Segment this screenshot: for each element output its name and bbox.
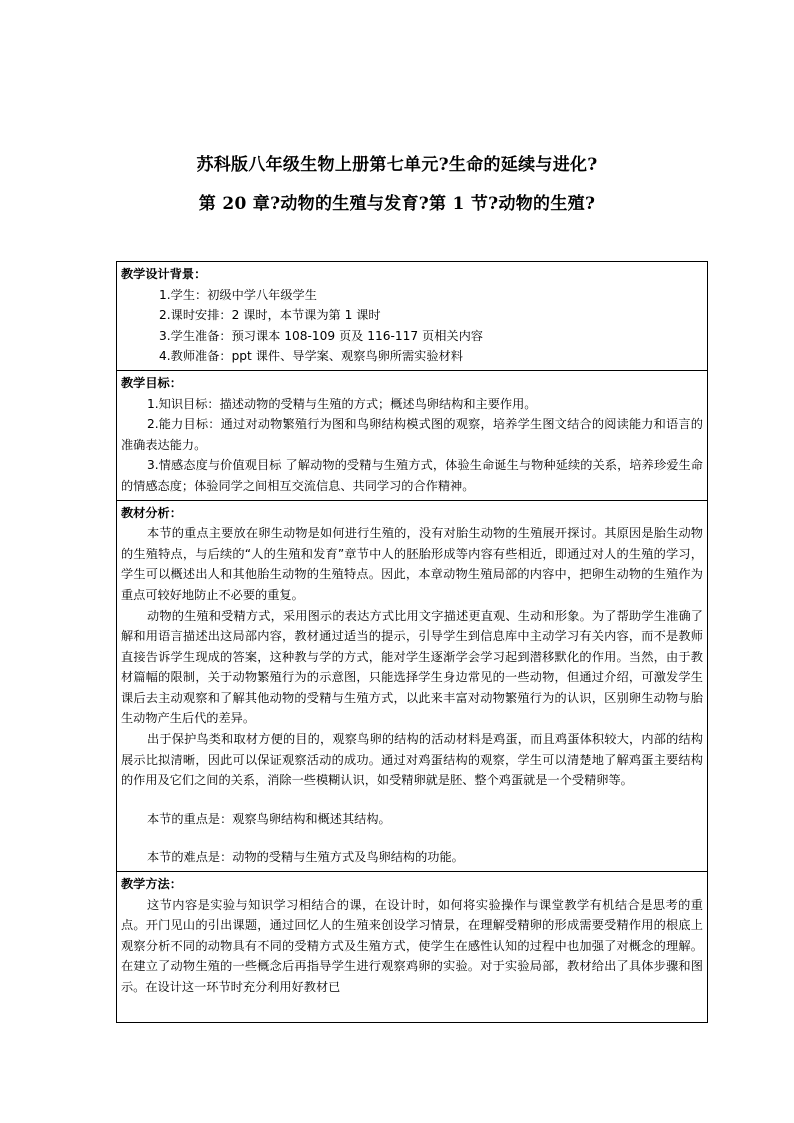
objectives-cell	[117, 370, 708, 500]
background-item: 3.学生准备：预习课本 108-109 页及 116-117 页相关内容	[159, 328, 483, 343]
analysis-section	[117, 500, 708, 872]
document-title-line-2: 第 20 章?动物的生殖与发育?第 1 节?动物的生殖?	[198, 194, 596, 214]
key-point: 本节的重点是：观察鸟卵结构和概述其结构。	[147, 811, 391, 826]
analysis-paragraph: 本节的重点主要放在卵生动物是如何进行生殖的，没有对胎生动物的生殖展开探讨。其原因是胎生动物的生殖特点，与后续的“人的生殖和发育”章节中人的胚胎形成等内容有些相近，即通过对人的生殖的学习，学生可以概述出人和其他胎生动物的生殖特点。因此，本章动物生殖局部的内容中，把卵生动物的生殖作为重点可较好地防止不必要的重复。	[121, 526, 703, 602]
background-heading: 教学设计背景：	[121, 267, 207, 281]
objectives-heading: 教学目标：	[121, 375, 182, 390]
analysis-paragraph: 动物的生殖和受精方式，采用图示的表达方式比用文字描述更直观、生动和形象。为了帮助学生准确了解和用语言描述出这局部内容，教材通过适当的提示，引导学生到信息库中主动学习有关内容，而不是教师直接告诉学生现成的答案，这种教与学的方式，能对学生逐渐学会学习起到潜移默化的作用。当然，由于教材篇幅的限制，关于动物繁殖行为的示意图，只能选择学生身边常见的一些动物，但通过介绍，可激发学生课后去主动观察和了解其他动物的受精与生殖方式，以此来丰富对动物繁殖行为的认识，区别卵生动物与胎生动物产生后代的差异。	[121, 608, 703, 726]
background-item: 4.教师准备：ppt 课件、导学案、观察鸟卵所需实验材料	[159, 349, 463, 364]
document-title-line-1: 苏科版八年级生物上册第七单元?生命的延续与进化?	[196, 155, 598, 175]
analysis-paragraph: 出于保护鸟类和取材方便的目的，观察鸟卵的结构的活动材料是鸡蛋，而且鸡蛋体积较大，内部的结构展示比拟清晰，因此可以保证观察活动的成功。通过对鸡蛋结构的观察，学生可以清楚地了解鸡蛋主要结构的作用及它们之间的关系，消除一些模糊认识，如受精卵就是胚、整个鸡蛋就是一个受精卵等。	[121, 732, 703, 788]
spacer	[121, 829, 703, 847]
methods-heading: 教学方法：	[121, 877, 182, 892]
spacer	[121, 791, 703, 809]
methods-section	[117, 872, 708, 1023]
methods-paragraph: 这节内容是实验与知识学习相结合的课，在设计时，如何将实验操作与课堂教学有机结合是思考的重点。开门见山的引出课题，通过回忆人的生殖来创设学习情景，在理解受精卵的形成需要受精作用的根底上观察分析不同的动物具有不同的受精方式及生殖方式，使学生在感性认知的过程中也加强了对概念的理解。在建立了动物生殖的一些概念后再指导学生进行观察鸡卵的实验。对于实验局部，教材给出了具体步骤和图示。在设计这一环节时充分利用好教材已	[121, 897, 703, 994]
methods-cell	[117, 872, 708, 1023]
objective-item: 3.情感态度与价值观目标 了解动物的受精与生殖方式，体验生命诞生与物种延续的关系，培养珍爱生命的情感态度；体验同学之间相互交流信息、共同学习的合作精神。	[121, 458, 703, 493]
objectives-section	[117, 370, 708, 500]
analysis-heading: 教材分析：	[121, 505, 182, 520]
objective-item: 2.能力目标：通过对动物繁殖行为图和鸟卵结构模式图的观察，培养学生图文结合的阅读能力和语言的准确表达能力。	[121, 417, 703, 452]
difficulty-point: 本节的难点是：动物的受精与生殖方式及鸟卵结构的功能。	[147, 850, 464, 865]
background-section	[117, 262, 708, 371]
background-cell	[117, 262, 708, 371]
background-item: 1.学生：初级中学八年级学生	[159, 287, 317, 302]
analysis-cell	[117, 500, 708, 872]
objective-item: 1.知识目标：描述动物的受精与生殖的方式；概述鸟卵结构和主要作用。	[147, 396, 537, 411]
background-item: 2.课时安排：2 课时，本节课为第 1 课时	[159, 308, 381, 323]
lesson-plan-table	[116, 261, 708, 1023]
